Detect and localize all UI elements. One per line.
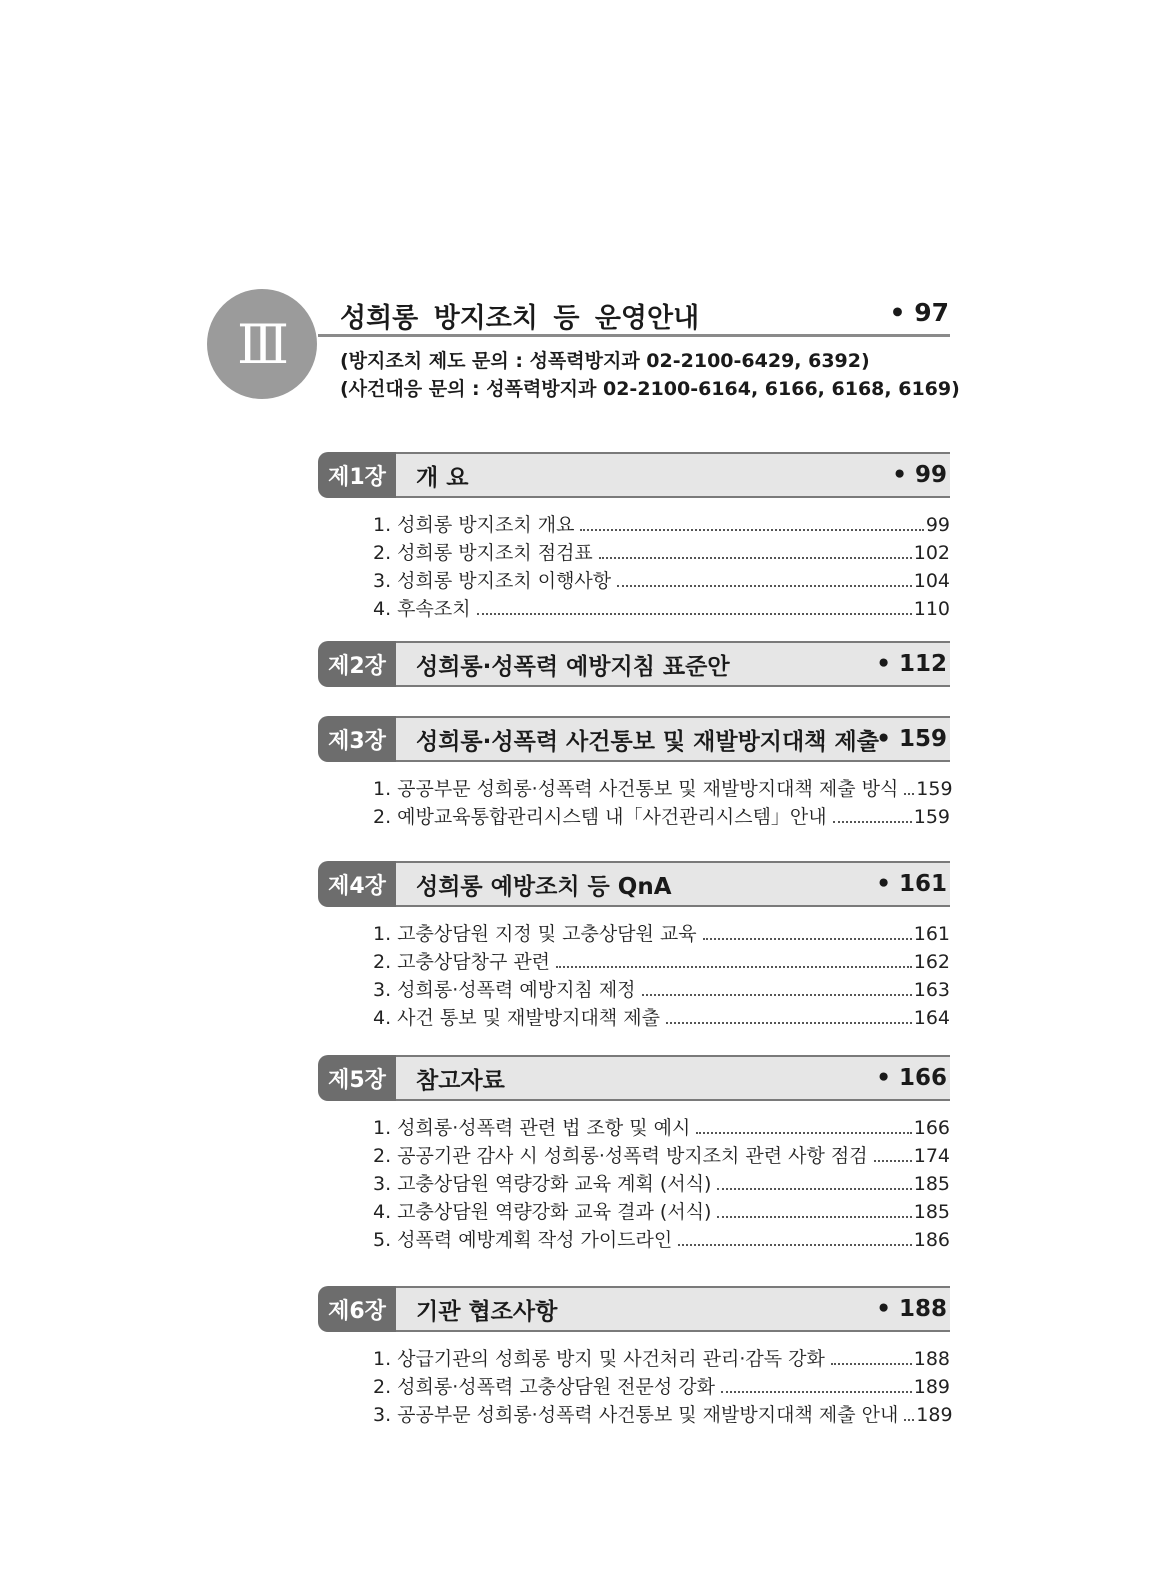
chapter-page-number: • 188 xyxy=(876,1296,947,1322)
toc-entry[interactable] xyxy=(373,1344,950,1372)
chapter-header-bar xyxy=(396,452,950,498)
toc-entry-page: 188 xyxy=(913,1348,950,1370)
chapter-page-number: • 166 xyxy=(876,1065,947,1091)
toc-entry-page: 162 xyxy=(913,951,950,973)
chapter-item-list xyxy=(318,919,950,1031)
chapter-item-list xyxy=(318,510,950,622)
toc-entry[interactable] xyxy=(373,1003,950,1031)
toc-entry[interactable] xyxy=(373,1141,950,1169)
toc-entry[interactable] xyxy=(373,802,950,830)
toc-entry-page: 110 xyxy=(913,598,950,620)
toc-leader-dots xyxy=(833,821,912,823)
chapter-tab: 제1장 xyxy=(318,452,396,498)
toc-entry[interactable] xyxy=(373,975,950,1003)
toc-entry-label: 1. 성희롱·성폭력 관련 법 조항 및 예시 xyxy=(373,1117,691,1139)
toc-entry-label: 2. 성희롱 방지조치 점검표 xyxy=(373,542,593,564)
toc-leader-dots xyxy=(717,1216,911,1218)
toc-entry-page: 185 xyxy=(913,1173,950,1195)
chapter-page-number: • 159 xyxy=(876,726,947,752)
toc-leader-dots xyxy=(580,529,923,531)
toc-leader-dots xyxy=(904,1419,914,1421)
chapter-tab: 제6장 xyxy=(318,1286,396,1332)
chapter-page-number: • 99 xyxy=(892,462,947,488)
toc-entry[interactable] xyxy=(373,510,950,538)
toc-leader-dots xyxy=(721,1391,912,1393)
toc-entry-page: 164 xyxy=(913,1007,950,1029)
chapter-tab: 제4장 xyxy=(318,861,396,907)
toc-entry-label: 1. 고충상담원 지정 및 고충상담원 교육 xyxy=(373,923,697,945)
toc-entry-label: 2. 예방교육통합관리시스템 내「사건관리시스템」안내 xyxy=(373,806,827,828)
chapter-title: 기관 협조사항 xyxy=(416,1298,558,1325)
toc-entry[interactable] xyxy=(373,919,950,947)
chapter-item-list xyxy=(318,774,953,830)
toc-entry-page: 163 xyxy=(913,979,950,1001)
toc-entry-page: 159 xyxy=(913,806,950,828)
toc-entry-label: 4. 후속조치 xyxy=(373,598,471,620)
toc-entry-label: 4. 사건 통보 및 재발방지대책 제출 xyxy=(373,1007,660,1029)
toc-entry-label: 5. 성폭력 예방계획 작성 가이드라인 xyxy=(373,1229,673,1251)
toc-leader-dots xyxy=(904,793,914,795)
toc-entry[interactable] xyxy=(373,1400,953,1428)
chapter-tab: 제5장 xyxy=(318,1055,396,1101)
chapter-header xyxy=(318,1055,950,1101)
chapter-section xyxy=(318,1286,953,1428)
part-numeral-badge: Ⅲ xyxy=(207,289,317,399)
toc-leader-dots xyxy=(477,613,912,615)
chapter-section xyxy=(318,716,953,830)
toc-leader-dots xyxy=(666,1022,912,1024)
toc-entry-page: 104 xyxy=(913,570,950,592)
chapter-section xyxy=(318,861,950,1031)
toc-leader-dots xyxy=(617,585,912,587)
toc-entry[interactable] xyxy=(373,1169,950,1197)
chapter-item-list xyxy=(318,1344,953,1428)
chapter-tab: 제2장 xyxy=(318,641,396,687)
chapter-title: 성희롱·성폭력 예방지침 표준안 xyxy=(416,653,730,680)
toc-entry[interactable] xyxy=(373,774,953,802)
toc-leader-dots xyxy=(703,938,912,940)
toc-entry-page: 166 xyxy=(913,1117,950,1139)
toc-entry-label: 1. 공공부문 성희롱·성폭력 사건통보 및 재발방지대책 제출 방식 xyxy=(373,778,899,800)
toc-leader-dots xyxy=(831,1363,912,1365)
toc-entry[interactable] xyxy=(373,1113,950,1141)
toc-leader-dots xyxy=(599,557,912,559)
toc-leader-dots xyxy=(717,1188,911,1190)
toc-entry-label: 3. 성희롱·성폭력 예방지침 제정 xyxy=(373,979,636,1001)
part-divider xyxy=(318,334,950,337)
chapter-header xyxy=(318,452,950,498)
part-page-number: • 97 xyxy=(889,298,949,327)
chapter-tab: 제3장 xyxy=(318,716,396,762)
chapter-page-number: • 112 xyxy=(876,651,947,677)
toc-entry[interactable] xyxy=(373,1372,950,1400)
toc-entry-page: 185 xyxy=(913,1201,950,1223)
toc-entry-page: 186 xyxy=(913,1229,950,1251)
toc-entry[interactable] xyxy=(373,594,950,622)
toc-entry-label: 1. 상급기관의 성희롱 방지 및 사건처리 관리·감독 강화 xyxy=(373,1348,825,1370)
toc-leader-dots xyxy=(642,994,912,996)
chapter-header xyxy=(318,861,950,907)
toc-entry-label: 4. 고충상담원 역량강화 교육 결과 (서식) xyxy=(373,1201,712,1223)
toc-entry-page: 161 xyxy=(913,923,950,945)
toc-entry[interactable] xyxy=(373,1225,950,1253)
toc-entry-label: 3. 공공부문 성희롱·성폭력 사건통보 및 재발방지대책 제출 안내 xyxy=(373,1404,899,1426)
toc-leader-dots xyxy=(874,1160,912,1162)
toc-entry-page: 174 xyxy=(913,1145,950,1167)
part-contact-policy: (방지조치 제도 문의 : 성폭력방지과 02-2100-6429, 6392) xyxy=(340,350,870,372)
toc-entry[interactable] xyxy=(373,1197,950,1225)
toc-entry[interactable] xyxy=(373,566,950,594)
toc-leader-dots xyxy=(556,966,912,968)
part-title: 성희롱 방지조치 등 운영안내 xyxy=(340,303,700,334)
toc-entry-label: 1. 성희롱 방지조치 개요 xyxy=(373,514,575,536)
chapter-item-list xyxy=(318,1113,950,1253)
toc-leader-dots xyxy=(696,1132,911,1134)
chapter-title: 참고자료 xyxy=(416,1067,505,1094)
chapter-title: 개 요 xyxy=(416,464,469,491)
toc-entry-page: 189 xyxy=(913,1376,950,1398)
toc-entry-label: 3. 성희롱 방지조치 이행사항 xyxy=(373,570,612,592)
chapter-header xyxy=(318,716,950,762)
chapter-page-number: • 161 xyxy=(876,871,947,897)
toc-entry-label: 2. 성희롱·성폭력 고충상담원 전문성 강화 xyxy=(373,1376,715,1398)
toc-entry[interactable] xyxy=(373,538,950,566)
chapter-title: 성희롱 예방조치 등 QnA xyxy=(416,873,672,900)
toc-entry-page: 159 xyxy=(916,778,953,800)
toc-entry-label: 2. 공공기관 감사 시 성희롱·성폭력 방지조치 관련 사항 점검 xyxy=(373,1145,868,1167)
chapter-section xyxy=(318,1055,950,1253)
chapter-section xyxy=(318,452,950,622)
toc-entry-page: 99 xyxy=(925,514,950,536)
chapter-section xyxy=(318,641,950,687)
toc-entry-label: 2. 고충상담창구 관련 xyxy=(373,951,551,973)
toc-entry-page: 189 xyxy=(916,1404,953,1426)
chapter-header xyxy=(318,1286,950,1332)
toc-entry-label: 3. 고충상담원 역량강화 교육 계획 (서식) xyxy=(373,1173,712,1195)
chapter-title: 성희롱·성폭력 사건통보 및 재발방지대책 제출 xyxy=(416,728,879,755)
chapter-header xyxy=(318,641,950,687)
toc-entry[interactable] xyxy=(373,947,950,975)
toc-leader-dots xyxy=(678,1244,911,1246)
toc-entry-page: 102 xyxy=(913,542,950,564)
part-contact-incident: (사건대응 문의 : 성폭력방지과 02-2100-6164, 6166, 6168, 6169) xyxy=(340,378,960,400)
